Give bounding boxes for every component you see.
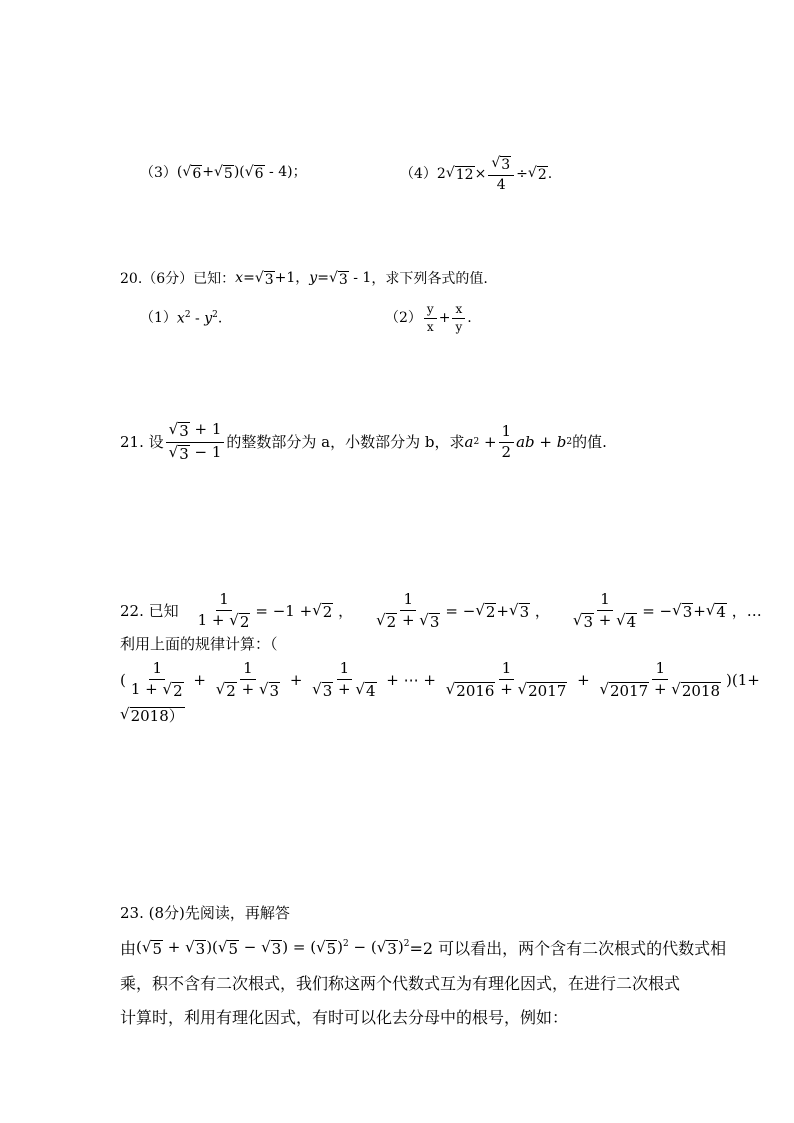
q20-head: 20.（6分）已知： xyxy=(120,271,236,287)
q23-paragraph-2: 乘，积不含有二次根式，我们称这两个代数式互为有理化因式，在进行二次根式 xyxy=(120,974,681,993)
q22-instruction xyxy=(120,637,278,652)
q23-p1-expression: ( √ 5 + √ 3 )( √ 5 − √ 3 ) = ( √ 5 )$^2$ − ( √ 3 )$^2$ xyxy=(136,938,410,958)
q22-ellipsis: … xyxy=(746,601,762,620)
q19-part3 xyxy=(140,165,307,181)
q21-mid: 的整数部分为 a，小数部分为 b，求 xyxy=(226,432,465,451)
q22-instruction-text: 利用上面的规律计算：（ xyxy=(120,635,278,653)
q19-part4 xyxy=(400,156,552,192)
q20-part2 xyxy=(385,303,472,333)
q22-expression: ( 1 1 + √ 2 + 1 √ 2 + √ 3 + 1 √ 3 + √ 4 + ⋯ + 1 √ 2016 + √ 2017 + 1 √ 2017 + √ 2018 )(1+ xyxy=(120,659,760,700)
q21-expression: a 2 + $\frac{1}{2}$ ab + b 2 xyxy=(464,422,573,461)
q21-lead: 21. 设 xyxy=(120,432,164,451)
q23-title: 23. (8分)先阅读，再解答 xyxy=(120,904,290,922)
q22-given xyxy=(120,592,762,631)
q22-identity-1: 1 1 + √ 2 = −1 + √ 2 ， xyxy=(197,590,354,631)
q22-identity-3: 1 √ 3 + √ 4 = − √ 3 + √ 4 ， xyxy=(572,590,747,631)
q19-part3-label: （3） xyxy=(140,165,177,181)
q22-final: 2018） xyxy=(130,707,184,725)
q20-tail: ，求下列各式的值. xyxy=(371,271,488,287)
q21-statement xyxy=(120,422,607,463)
q23-p1-lead: 由 xyxy=(120,938,137,958)
q19-part4-expression: 2 √ 12 × √ 3 4 ÷ √ 2 . xyxy=(436,155,553,193)
q20-part1 xyxy=(140,311,222,326)
q19-part3-expression: ( √ 6 + √ 5 )( √ 6 - 4)； xyxy=(176,164,307,182)
q20-part1-expression: $x^2 - y^2$. xyxy=(176,310,223,327)
q21-tail: 的值. xyxy=(572,432,607,451)
q22-lead: 22. 已知 xyxy=(120,601,179,620)
q20-statement xyxy=(120,271,488,287)
q22-identity-2: 1 √ 2 + √ 3 = − √ 2 + √ 3 ， xyxy=(376,590,550,631)
q20-part2-expression: $\frac{y}{x}$ + $\frac{x}{y}$ . xyxy=(422,303,472,333)
q20-given: x= √ 3 +1，y= √ 3 - 1 xyxy=(235,270,372,288)
q22-expression-end: √ 2018） xyxy=(120,705,184,725)
q23-paragraph-3: 计算时，利用有理化因式，有时可以化去分母中的根号，例如： xyxy=(120,1008,569,1027)
q20-part1-label: （1） xyxy=(140,310,177,327)
q19-part4-label: （4） xyxy=(400,166,437,183)
q20-part2-label: （2） xyxy=(385,310,422,327)
q23-p1-tail: =2 可以看出，两个含有二次根式的代数式相 xyxy=(409,938,727,958)
q21-fraction: √ 3 + 1 √ 3 − 1 xyxy=(166,422,225,463)
q23-paragraph-1 xyxy=(120,938,727,958)
